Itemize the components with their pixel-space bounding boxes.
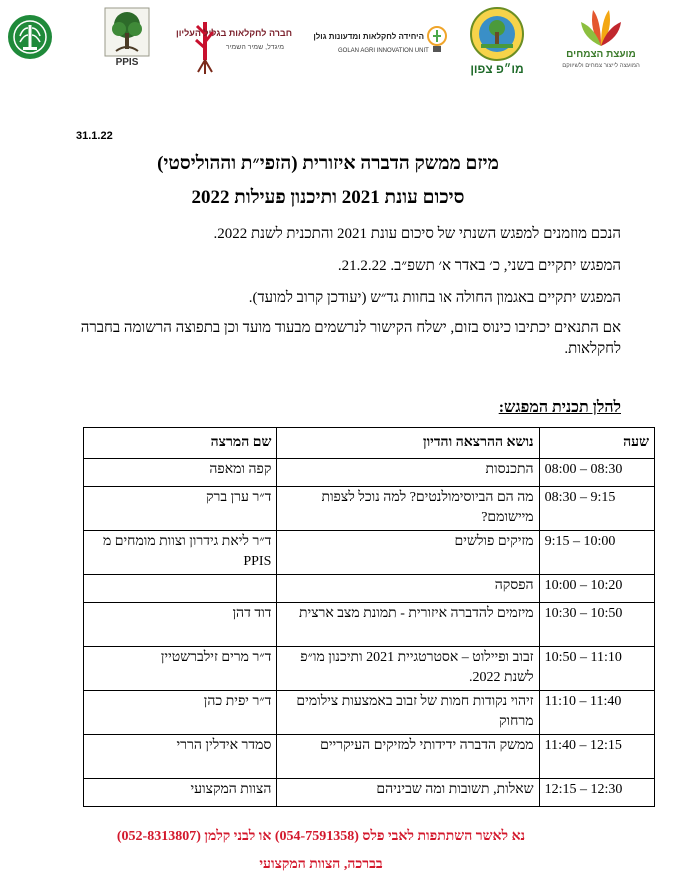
row-topic: הפסקה (277, 575, 539, 603)
signature-line: בברכה, הצוות המקצועי (259, 857, 383, 872)
row-topic: זיהוי נקודות חמות של זבוב באמצעות צילומים מרחוק (277, 691, 539, 735)
flower-icon (579, 2, 623, 48)
table-row (84, 531, 655, 575)
table-row (84, 691, 655, 735)
schedule-table (83, 427, 655, 807)
lightbulb-icon (426, 22, 448, 62)
council-logo-text: מועצת הצמחים (566, 49, 636, 60)
document-subtitle: סיכום עונת 2021 ותיכנון פעילות 2022 (191, 187, 465, 208)
council-logo-subtext: המועצה לייצור צמחים ולשיווקם (562, 63, 640, 69)
tree-icon (104, 7, 150, 57)
research-badge-icon (462, 6, 532, 62)
golan-logo-hebrew: היחידה לחקלאות ומדעונות גולן (313, 32, 424, 41)
document-date: 31.1.22 (76, 130, 113, 142)
table-row (84, 459, 655, 487)
header-time: שעה (539, 428, 654, 459)
galil-logo-text: חברה לחקלאות בגליל העליון (175, 28, 292, 38)
row-speaker: ד״ר מרים זילברשטיין (84, 647, 277, 691)
row-topic: ממשק הדברה ידידותי למזיקים העיקריים (277, 735, 539, 779)
table-row (84, 487, 655, 531)
meeting-location-paragraph: המפגש יתקיים באגמון החולה או בחוות גד״ש (יעודכן קרוב למועד). (248, 290, 621, 306)
row-time: 10:00 – 10:20 (539, 575, 654, 603)
plants-council-logo (556, 2, 646, 78)
table-row (84, 575, 655, 603)
golan-logo-english: GOLAN AGRI INNOVATION UNIT (338, 48, 429, 54)
row-speaker: ד״ר יפית כהן (84, 691, 277, 735)
zoom-note-paragraph: אם התנאים יכתיבו כינוס בזום, ישלח הקישור לנרשמים מבעוד מועד וכן בתפוצה הרשומה בחברה לחקלאות. (80, 320, 621, 357)
row-speaker: ד״ר ערן ברק (84, 487, 277, 531)
table-row (84, 735, 655, 779)
mop-tsafon-logo (462, 6, 532, 78)
table-header-row (84, 428, 655, 459)
row-time: 10:50 – 11:10 (539, 647, 654, 691)
invitation-paragraph: הנכם מוזמנים למפגש השנתי של סיכום עונת 2021 והתכנית לשנת 2022. (213, 226, 621, 242)
plant-icon (192, 14, 218, 76)
galil-company-logo (175, 14, 292, 74)
row-topic: זבוב ופיילוט – אסטרטגיית 2021 ותיכנון מו״פ לשנת 2022. (277, 647, 539, 691)
row-time: 08:00 – 08:30 (539, 459, 654, 487)
row-time: 11:40 – 12:15 (539, 735, 654, 779)
mop-logo-text: מו״פ צפון (470, 62, 524, 76)
row-speaker: דוד דהן (84, 603, 277, 647)
schedule-title: להלן תכנית המפגש: (498, 399, 621, 416)
row-speaker: קפה ומאפה (84, 459, 277, 487)
document-title: מיזם ממשק הדברה איזורית (הזפי״ת וההוליסטי) (157, 153, 499, 174)
galil-logo-subtext: מיגדל, שמיר השמיר (225, 44, 285, 51)
table-row (84, 603, 655, 647)
ministry-emblem-logo (6, 6, 54, 68)
row-topic: התכנסות (277, 459, 539, 487)
row-speaker (84, 575, 277, 603)
row-time: 9:15 – 10:00 (539, 531, 654, 575)
row-time: 10:30 – 10:50 (539, 603, 654, 647)
row-topic: מה הם הביוסימולנטים? למה נוכל לצפות מיישומם? (277, 487, 539, 531)
row-time: 12:15 – 12:30 (539, 779, 654, 807)
ppis-logo (104, 7, 150, 69)
row-topic: מזיקים פולשים (277, 531, 539, 575)
row-speaker: הצוות המקצועי (84, 779, 277, 807)
row-speaker: ד״ר ליאת גידרון וצוות מומחים מ PPIS (84, 531, 277, 575)
meeting-date-paragraph: המפגש יתקיים בשני, כ׳ באדר א׳ תשפ״ב. 21.2.22. (337, 258, 621, 274)
golan-agri-logo (313, 22, 448, 72)
header-topic: נושא ההרצאה והדיון (277, 428, 539, 459)
table-row (84, 647, 655, 691)
row-time: 11:10 – 11:40 (539, 691, 654, 735)
row-topic: מיזמים להדברה איזורית - תמונת מצב ארצית (277, 603, 539, 647)
row-topic: שאלות, תשובות ומה שביניהם (277, 779, 539, 807)
row-speaker: סמדר אידלין הררי (84, 735, 277, 779)
header-speaker: שם המרצה (84, 428, 277, 459)
logos-row (0, 0, 698, 80)
table-row (84, 779, 655, 807)
ppis-logo-text: PPIS (115, 57, 139, 68)
rsvp-contact-line: נא לאשר השתתפות לאבי פלס (054-7591358) או לבני קלמן (052-8313807) (116, 829, 526, 844)
row-time: 08:30 – 9:15 (539, 487, 654, 531)
